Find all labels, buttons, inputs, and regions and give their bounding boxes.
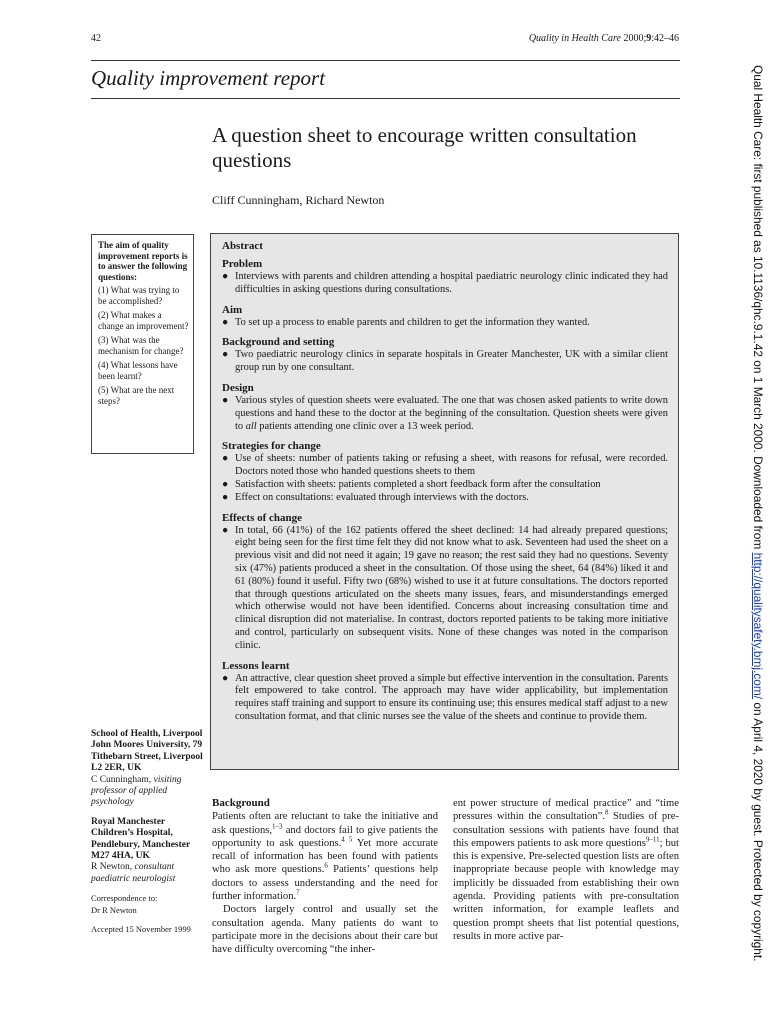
- abstract-lessons: [222, 660, 668, 724]
- journal-link[interactable]: http://qualitysafety.bmj.com/: [751, 552, 765, 700]
- author-affiliations: [91, 729, 203, 936]
- strategies-heading: Strategies for change: [222, 440, 321, 453]
- bullet-text: Effect on consultations: evaluated through interviews with the doctors.: [235, 491, 529, 503]
- bullet-text: An attractive, clear question sheet proved a simple but effective intervention in the consultation. Parents felt empowered to take control. The approach may have wider applicability, but implementation requires staff training and support to ensure its continuing use; this ensures medical staff adjust to a new consultation format, and that clinic nurses see the value of the sheets and continue to provide them.: [235, 672, 668, 722]
- bullet-item: [222, 395, 668, 433]
- effects-heading: Effects of change: [222, 511, 303, 524]
- bullet-text: Two paediatric neurology clinics in separate hospitals in Greater Manchester, UK with a similar client group run by one consultant.: [235, 349, 668, 374]
- article-authors: Cliff Cunningham, Richard Newton: [212, 193, 385, 207]
- journal-volume: 9: [646, 33, 652, 44]
- bullet-item: [222, 349, 668, 375]
- author2-role: consultant paediatric neurologist: [91, 862, 176, 884]
- section-title: Quality improvement report: [91, 66, 326, 90]
- abstract-heading: Abstract: [222, 240, 263, 252]
- sidebox-question: (2) What makes a change an improvement?: [98, 310, 189, 331]
- problem-heading: Problem: [222, 258, 263, 270]
- aims-sidebox: [91, 234, 194, 454]
- bullet-icon: ●: [222, 524, 229, 536]
- bullet-text: To set up a process to enable parents and children to get the information they wanted.: [235, 316, 590, 328]
- bullet-icon: ●: [222, 349, 229, 361]
- bullet-text: In total, 66 (41%) of the 162 patients offered the sheet declined: 14 had already prepared questions; eight being seen for the first time felt they did not know what to ask. Seventeen had used the sheet on a previous visit and did not need it again; 19 gave no reason; the rest said they had no questions. Seventy six (47%) patients produced a sheet in the consultation. Of those using the sheet, 64 (84%) liked it and 61 (80%) found it useful. Fifty two (68%) wished to use it at future consultations. The doctors reported that through questions articulated on the sheets many issues, fears, and misunderstandings emerged which otherwise would not have been identified. Concerns about increasing consultation time and clinical disruption did not materialise. In contrast, doctors reported patients to be taking more initiative and control, particularly on subsequent visits. None of these changes was noted in the comparison clinic.: [235, 524, 668, 651]
- background-setting-heading: Background and setting: [222, 336, 335, 349]
- abstract-strategies: [222, 440, 668, 504]
- bullet-text: Interviews with parents and children attending a hospital paediatric neurology clinic indicated they had difficulties in asking questions during consultations.: [235, 271, 668, 295]
- bullet-item: [222, 271, 668, 297]
- bullet-icon: ●: [222, 491, 229, 503]
- bullet-icon: ●: [222, 271, 229, 282]
- author2-name: R Newton,: [91, 862, 133, 873]
- bullet-text: Various styles of question sheets were evaluated. The one that was chosen asked patients to write down questions and hand these to the doctor at the beginning of the consultation. Question sheets were given to all patients attending one clinic over a 13 week period.: [235, 394, 668, 432]
- body-paragraph: Patients often are reluctant to take the initiative and ask questions,$^{1-3}$ and doctors fail to give patients the opportunity to ask questions.$^{4 5}$ Yet more accurate recall of information has been found with patients who ask more questions.$^6$ Patients’ questions help doctors to assess understanding and the need for further information.$^7$: [212, 811, 438, 903]
- aim-heading: Aim: [222, 303, 243, 316]
- bullet-item: [222, 479, 668, 492]
- page-number: 42: [91, 33, 101, 44]
- abstract-effects: [222, 512, 668, 653]
- bullet-text: Use of sheets: number of patients taking or refusing a sheet, with reasons for refusal, were recorded. Doctors noted those who handed questions sheets to them: [235, 453, 668, 478]
- sidebox-question: (5) What are the next steps?: [98, 385, 175, 406]
- download-notice-margin: [725, 0, 765, 1024]
- bullet-item: [222, 525, 668, 653]
- bullet-text: Satisfaction with sheets: patients completed a short feedback form after the consultation: [235, 478, 601, 490]
- correspondence-name: Dr R Newton: [91, 904, 137, 915]
- reference-marker: 9–11: [645, 835, 660, 844]
- author1-name: C Cunningham,: [91, 774, 152, 785]
- design-heading: Design: [222, 381, 254, 394]
- body-paragraph: Doctors largely control and usually set the consultation agenda. Many patients do want to participate more in the decisions about their care but have difficulty overcoming “the inher-: [212, 904, 438, 956]
- bullet-item: [222, 673, 668, 724]
- reference-marker: 8: [605, 808, 609, 817]
- background-heading: Background: [212, 797, 270, 809]
- author2-line: [91, 862, 203, 885]
- bullet-item: [222, 317, 668, 330]
- affiliation-school: School of Health, Liverpool John Moores University, 79 Tithebarn Street, Liverpool L2 2ER, UK: [91, 729, 203, 774]
- body-paragraph: ent power structure of medical practice” and “time pressures within the consultation”.$^8$ Studies of pre-consultation sessions with patients have found that this empowers patients to ask more questions$^{9-11}$; but this is expensive. Pre-selected question lists are often inappropriate because people with knowledge may implicitly be dissuaded from establishing their own agenda. Providing patients with pre-consultation written information, for example leaflets and question prompt sheets that list potential questions, results in more active par-: [453, 798, 679, 942]
- sidebox-question: (4) What lessons have been learnt?: [98, 360, 178, 381]
- body-column-1: [212, 797, 438, 957]
- abstract-problem: [222, 258, 668, 297]
- sidebox-question: (3) What was the mechanism for change?: [98, 335, 184, 356]
- abstract-background: [222, 336, 668, 375]
- journal-name: Quality in Health Care: [528, 33, 621, 44]
- journal-citation: [450, 33, 679, 44]
- header-rule: [91, 60, 680, 61]
- correspondence-label: Correspondence to:: [91, 893, 158, 904]
- affiliation-hospital: Royal Manchester Children’s Hospital, Pendlebury, Manchester M27 4HA, UK: [91, 816, 191, 862]
- bullet-icon: ●: [222, 672, 229, 684]
- bullet-icon: ●: [222, 394, 229, 406]
- author1-line: [91, 775, 203, 809]
- bullet-icon: ●: [222, 478, 229, 490]
- journal-pages: :42–46: [651, 33, 679, 44]
- reference-marker: 6: [324, 861, 328, 870]
- download-notice: Qual Health Care: first published as 10.1136/qhc.9.1.42 on 1 March 2000. Downloaded from http://qualitysafety.bmj.com/ on April 4, 2020 by guest. Protected by copyright.: [751, 65, 765, 962]
- section-rule: [91, 98, 680, 99]
- article-title: A question sheet to encourage written consultation questions: [212, 123, 637, 172]
- journal-year: 2000;: [623, 33, 647, 44]
- bullet-icon: ●: [222, 453, 229, 465]
- abstract-design: [222, 382, 668, 433]
- abstract-aim: [222, 304, 668, 330]
- bullet-item: [222, 453, 668, 479]
- accepted-date: Accepted 15 November 1999: [91, 924, 191, 935]
- author1-role: visiting professor of applied psychology: [91, 774, 182, 808]
- body-column-2: [453, 797, 679, 943]
- bullet-item: [222, 492, 668, 505]
- reference-marker: 4 5: [341, 835, 353, 844]
- reference-marker: 1–3: [272, 822, 283, 831]
- reference-marker: 7: [296, 888, 300, 897]
- sidebox-question: (1) What was trying to be accomplished?: [98, 285, 180, 306]
- bullet-icon: ●: [222, 316, 229, 328]
- abstract-box: [210, 233, 679, 770]
- lessons-heading: Lessons learnt: [222, 659, 290, 672]
- sidebox-heading: The aim of quality improvement reports is to answer the following questions:: [98, 240, 188, 282]
